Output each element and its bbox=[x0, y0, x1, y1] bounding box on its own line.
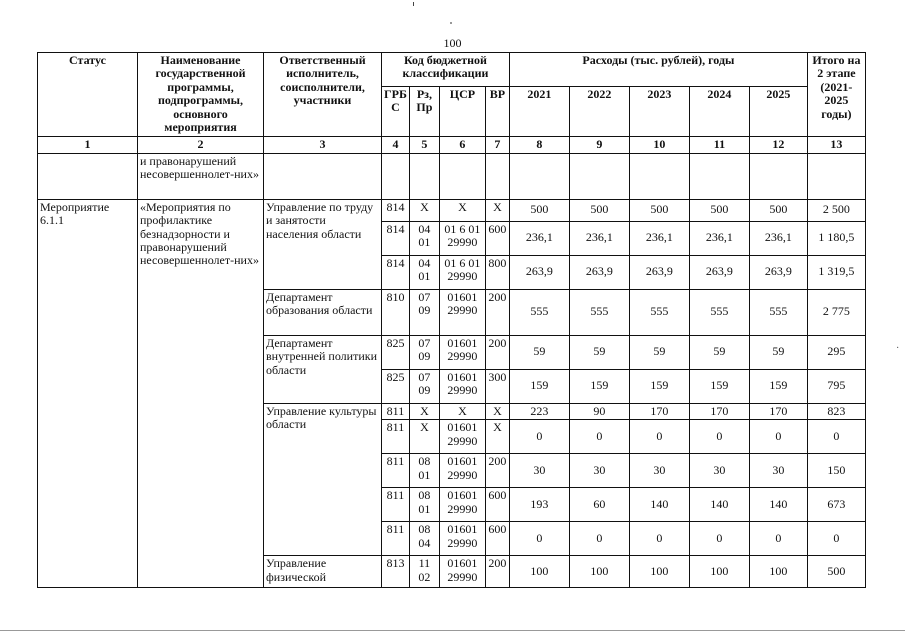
value-cell: 30 bbox=[509, 454, 569, 488]
rzpr-cell: 11 02 bbox=[409, 556, 439, 588]
value-cell: 0 bbox=[569, 420, 629, 454]
total-cell: 1 180,5 bbox=[807, 221, 865, 255]
csr-cell: X bbox=[439, 403, 485, 419]
rzpr-cell: 08 01 bbox=[409, 454, 439, 488]
value-cell: 263,9 bbox=[509, 255, 569, 289]
value-cell: 555 bbox=[509, 289, 569, 335]
column-number: 3 bbox=[264, 136, 382, 153]
empty-cell bbox=[485, 153, 509, 199]
rzpr-cell: 08 04 bbox=[409, 522, 439, 556]
vr-cell: 200 bbox=[485, 289, 509, 335]
csr-cell: 01601 29990 bbox=[439, 556, 485, 588]
value-cell: 140 bbox=[749, 488, 807, 522]
vr-cell: 200 bbox=[485, 454, 509, 488]
executor-labor: Управление по труду и занятости населения области bbox=[264, 199, 382, 289]
total-cell: 295 bbox=[807, 335, 865, 369]
value-cell: 30 bbox=[569, 454, 629, 488]
value-cell: 0 bbox=[629, 420, 689, 454]
value-cell: 193 bbox=[509, 488, 569, 522]
value-cell: 60 bbox=[569, 488, 629, 522]
value-cell: 170 bbox=[629, 403, 689, 419]
value-cell: 140 bbox=[629, 488, 689, 522]
executor-education: Департамент образования области bbox=[264, 289, 382, 335]
rzpr-cell: 04 01 bbox=[409, 221, 439, 255]
empty-cell bbox=[749, 153, 807, 199]
value-cell: 159 bbox=[749, 369, 807, 403]
grbs-cell: 811 bbox=[382, 522, 410, 556]
csr-cell: 01 6 01 29990 bbox=[439, 221, 485, 255]
col-budget-code-header: Код бюджетной классификации bbox=[382, 53, 510, 87]
col-vr-header: ВР bbox=[485, 86, 509, 136]
column-number: 11 bbox=[689, 136, 749, 153]
rzpr-cell: 07 09 bbox=[409, 369, 439, 403]
csr-cell: 01601 29990 bbox=[439, 369, 485, 403]
value-cell: 223 bbox=[509, 403, 569, 419]
value-cell: 0 bbox=[689, 420, 749, 454]
csr-cell: 01601 29990 bbox=[439, 335, 485, 369]
col-program-name-header: Наименование государственной программы, подпрограммы, основного мероприятия bbox=[138, 53, 264, 137]
vr-cell: 200 bbox=[485, 335, 509, 369]
col-csr-header: ЦСР bbox=[439, 86, 485, 136]
value-cell: 263,9 bbox=[629, 255, 689, 289]
empty-cell bbox=[807, 153, 865, 199]
total-cell: 0 bbox=[807, 420, 865, 454]
scan-tick-mark bbox=[413, 2, 414, 6]
value-cell: 500 bbox=[629, 199, 689, 221]
column-number: 13 bbox=[807, 136, 865, 153]
value-cell: 59 bbox=[689, 335, 749, 369]
grbs-cell: 813 bbox=[382, 556, 410, 588]
vr-cell: 800 bbox=[485, 255, 509, 289]
column-number: 5 bbox=[409, 136, 439, 153]
column-number-row bbox=[38, 136, 866, 153]
empty-cell bbox=[689, 153, 749, 199]
grbs-cell: 811 bbox=[382, 454, 410, 488]
col-total-header: Итого на 2 этапе (2021-2025 годы) bbox=[807, 53, 865, 137]
value-cell: 236,1 bbox=[629, 221, 689, 255]
value-cell: 500 bbox=[509, 199, 569, 221]
csr-cell: 01601 29990 bbox=[439, 488, 485, 522]
total-cell: 2 500 bbox=[807, 199, 865, 221]
value-cell: 0 bbox=[749, 522, 807, 556]
rzpr-cell: X bbox=[409, 420, 439, 454]
vr-cell: X bbox=[485, 420, 509, 454]
executor-culture: Управление культуры области bbox=[264, 403, 382, 555]
value-cell: 555 bbox=[629, 289, 689, 335]
value-cell: 100 bbox=[689, 556, 749, 588]
total-cell: 2 775 bbox=[807, 289, 865, 335]
total-cell: 1 319,5 bbox=[807, 255, 865, 289]
value-cell: 159 bbox=[569, 369, 629, 403]
value-cell: 30 bbox=[749, 454, 807, 488]
column-number: 6 bbox=[439, 136, 485, 153]
col-year-header: 2025 bbox=[749, 86, 807, 136]
value-cell: 100 bbox=[509, 556, 569, 588]
col-rzpr-header: Рз, Пр bbox=[409, 86, 439, 136]
header-row-1 bbox=[38, 53, 866, 87]
value-cell: 59 bbox=[569, 335, 629, 369]
empty-cell bbox=[382, 153, 410, 199]
vr-cell: X bbox=[485, 199, 509, 221]
scan-bottom-edge bbox=[0, 630, 905, 631]
value-cell: 0 bbox=[509, 420, 569, 454]
measure-status: Мероприятие 6.1.1 bbox=[38, 199, 138, 587]
vr-cell: 200 bbox=[485, 556, 509, 588]
value-cell: 0 bbox=[629, 522, 689, 556]
column-number: 9 bbox=[569, 136, 629, 153]
page-number: 100 bbox=[443, 36, 462, 50]
executor-physical: Управление физической bbox=[264, 556, 382, 588]
column-number: 4 bbox=[382, 136, 410, 153]
grbs-cell: 811 bbox=[382, 488, 410, 522]
scan-side-mark: · bbox=[896, 343, 900, 354]
grbs-cell: 811 bbox=[382, 420, 410, 454]
continuation-text: и правонарушений несовершеннолет-них» bbox=[138, 153, 264, 199]
rzpr-cell: X bbox=[409, 199, 439, 221]
col-year-header: 2021 bbox=[509, 86, 569, 136]
grbs-cell: 825 bbox=[382, 369, 410, 403]
csr-cell: 01601 29990 bbox=[439, 289, 485, 335]
value-cell: 170 bbox=[689, 403, 749, 419]
col-executor-header: Ответственный исполнитель, соисполнители, участники bbox=[264, 53, 382, 137]
empty-cell bbox=[38, 153, 138, 199]
empty-cell bbox=[264, 153, 382, 199]
csr-cell: 01601 29990 bbox=[439, 522, 485, 556]
value-cell: 0 bbox=[689, 522, 749, 556]
rzpr-cell: X bbox=[409, 403, 439, 419]
table-row bbox=[38, 199, 866, 221]
grbs-cell: 814 bbox=[382, 221, 410, 255]
value-cell: 0 bbox=[749, 420, 807, 454]
column-number: 1 bbox=[38, 136, 138, 153]
value-cell: 500 bbox=[569, 199, 629, 221]
value-cell: 500 bbox=[689, 199, 749, 221]
value-cell: 236,1 bbox=[749, 221, 807, 255]
value-cell: 555 bbox=[749, 289, 807, 335]
value-cell: 30 bbox=[689, 454, 749, 488]
column-number: 2 bbox=[138, 136, 264, 153]
grbs-cell: 811 bbox=[382, 403, 410, 419]
value-cell: 159 bbox=[689, 369, 749, 403]
total-cell: 150 bbox=[807, 454, 865, 488]
value-cell: 263,9 bbox=[569, 255, 629, 289]
col-year-header: 2022 bbox=[569, 86, 629, 136]
value-cell: 0 bbox=[569, 522, 629, 556]
col-year-header: 2024 bbox=[689, 86, 749, 136]
column-number: 7 bbox=[485, 136, 509, 153]
grbs-cell: 810 bbox=[382, 289, 410, 335]
column-number: 10 bbox=[629, 136, 689, 153]
value-cell: 30 bbox=[629, 454, 689, 488]
col-expenses-header: Расходы (тыс. рублей), годы bbox=[509, 53, 807, 87]
value-cell: 100 bbox=[629, 556, 689, 588]
grbs-cell: 814 bbox=[382, 255, 410, 289]
grbs-cell: 825 bbox=[382, 335, 410, 369]
col-grbs-header: ГРБ С bbox=[382, 86, 410, 136]
vr-cell: X bbox=[485, 403, 509, 419]
rzpr-cell: 07 09 bbox=[409, 289, 439, 335]
measure-name: «Мероприятия по профилактике безнадзорности и правонарушений несовершеннолет-них» bbox=[138, 199, 264, 587]
csr-cell: 01601 29990 bbox=[439, 454, 485, 488]
budget-table bbox=[37, 52, 866, 588]
empty-cell bbox=[439, 153, 485, 199]
column-number: 8 bbox=[509, 136, 569, 153]
vr-cell: 300 bbox=[485, 369, 509, 403]
csr-cell: 01 6 01 29990 bbox=[439, 255, 485, 289]
value-cell: 100 bbox=[569, 556, 629, 588]
total-cell: 795 bbox=[807, 369, 865, 403]
total-cell: 823 bbox=[807, 403, 865, 419]
vr-cell: 600 bbox=[485, 221, 509, 255]
csr-cell: 01601 29990 bbox=[439, 420, 485, 454]
value-cell: 170 bbox=[749, 403, 807, 419]
value-cell: 159 bbox=[509, 369, 569, 403]
rzpr-cell: 04 01 bbox=[409, 255, 439, 289]
rzpr-cell: 08 01 bbox=[409, 488, 439, 522]
value-cell: 263,9 bbox=[689, 255, 749, 289]
csr-cell: X bbox=[439, 199, 485, 221]
value-cell: 236,1 bbox=[569, 221, 629, 255]
value-cell: 555 bbox=[569, 289, 629, 335]
rzpr-cell: 07 09 bbox=[409, 335, 439, 369]
column-number: 12 bbox=[749, 136, 807, 153]
value-cell: 263,9 bbox=[749, 255, 807, 289]
executor-internal-policy: Департамент внутренней политики области bbox=[264, 335, 382, 403]
vr-cell: 600 bbox=[485, 522, 509, 556]
col-year-header: 2023 bbox=[629, 86, 689, 136]
empty-cell bbox=[629, 153, 689, 199]
total-cell: 673 bbox=[807, 488, 865, 522]
value-cell: 140 bbox=[689, 488, 749, 522]
empty-cell bbox=[509, 153, 569, 199]
value-cell: 90 bbox=[569, 403, 629, 419]
vr-cell: 600 bbox=[485, 488, 509, 522]
total-cell: 0 bbox=[807, 522, 865, 556]
value-cell: 236,1 bbox=[689, 221, 749, 255]
value-cell: 100 bbox=[749, 556, 807, 588]
value-cell: 159 bbox=[629, 369, 689, 403]
value-cell: 59 bbox=[629, 335, 689, 369]
continuation-row bbox=[38, 153, 866, 199]
value-cell: 500 bbox=[749, 199, 807, 221]
value-cell: 236,1 bbox=[509, 221, 569, 255]
scan-dot-mark bbox=[450, 22, 452, 24]
total-cell: 500 bbox=[807, 556, 865, 588]
value-cell: 59 bbox=[509, 335, 569, 369]
empty-cell bbox=[569, 153, 629, 199]
empty-cell bbox=[409, 153, 439, 199]
value-cell: 59 bbox=[749, 335, 807, 369]
grbs-cell: 814 bbox=[382, 199, 410, 221]
col-status-header: Статус bbox=[38, 53, 138, 137]
value-cell: 0 bbox=[509, 522, 569, 556]
value-cell: 555 bbox=[689, 289, 749, 335]
